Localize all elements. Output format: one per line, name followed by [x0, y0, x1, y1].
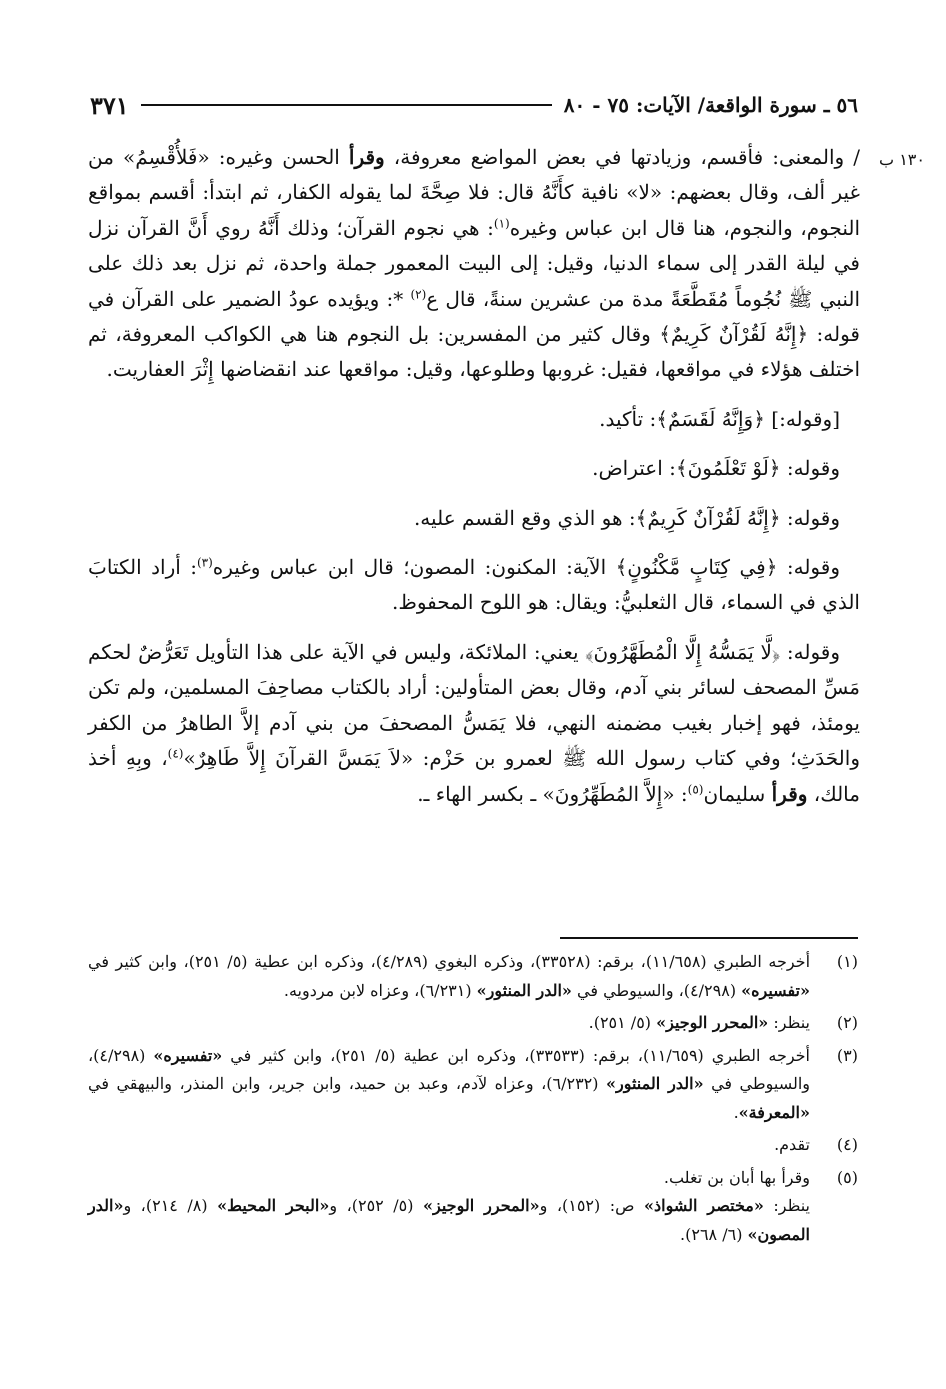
footnote-ref-4: (٤) — [167, 746, 184, 761]
paragraph-5: وقوله: ﴿فِي كِتَابٍ مَّكْنُونٍ﴾ الآية: المكنون: المصون؛ قال ابن عباس وغيره$^{(٣)}$: أراد الكتابَ الذي في السماء، قال الثعلبيُّ: ويقال: هو اللوح المحفوظ. — [88, 555, 860, 615]
manuscript-folio-ref: ١٣٠ ب — [879, 150, 925, 169]
paragraph-4: وقوله: ﴿إِنَّهُ لَقُرْآنٌ كَرِيمٌ﴾: هو الذي وقع القسم عليه. — [413, 505, 840, 530]
footnote-5: (٥) وقرأ بها أبان بن تغلب. — [88, 1164, 858, 1193]
paragraph-3: وقوله: ﴿لَوْ تَعْلَمُونَ﴾: اعتراض. — [592, 456, 840, 481]
page-number: ٣٧١ — [90, 90, 129, 120]
footnotes — [88, 948, 858, 1249]
footnote-number: (١) — [836, 952, 858, 971]
running-header — [90, 88, 858, 122]
footnote-number: (٢) — [836, 1013, 858, 1032]
paragraph-1: / والمعنى: فأقسم، وزيادتها في بعض المواضع معروفة، وقرأ الحسن وغيره: «فَلأُقْسِمُ» من غير ألف، وقال بعضهم: «لا» نافية كأَنَّهُ قال: فلا صِحَّةَ لما يقوله الكفار، ثم ابتدأ: أقسم بمواقع النجوم، والنجوم، هنا قال ابن عباس وغيره$^{(١)}$: هي نجوم القرآن؛ وذلك أَنَّهُ روي أَنَّ القرآن نزل في ليلة القدر إلى سماء الدنيا، وقيل: إلى البيت المعمور جملة واحدة، ثم نزل بعد ذلك على النبي ﷺ نُجُوماً مُقَطَّعَةً مدة من عشرين سنةً، قال ع$^{(٢)}$ *: ويؤيده عودُ الضمير على القرآن في قوله: ﴿إِنَّهُ لَقُرْآنٌ كَرِيمٌ﴾ وقال كثير من المفسرين: بل النجوم هنا هي الكواكب المعروفة، ثم اختلف هؤلاء في مواقعها، فقيل: غروبها وطلوعها، وقيل: مواقعها عند انقضاضها إِثْرَ العفاريت. — [88, 145, 861, 382]
footnote-5-continuation: ينظر: «مختصر الشواذ» ص: (١٥٢)، و«المحرر الوجيز» (٥/ ٢٥٢)، و«البحر المحيط» (٨/ ٢١٤)، و«الدر المصون» (٦/ ٢٦٨). — [88, 1196, 811, 1244]
paragraph-2: [وقوله:] ﴿وَإِنَّهُ لَقَسَمٌ﴾: تأكيد. — [599, 406, 840, 431]
footnote-number: (٣) — [836, 1045, 858, 1065]
header-rule — [141, 104, 552, 106]
footnote-4: (٤) تقدم. — [88, 1131, 858, 1160]
footnote-ref-5: (٥) — [687, 781, 704, 796]
footnote-ref-1: (١) — [493, 216, 510, 231]
footnote-ref-2: (٢) — [410, 286, 427, 301]
footnote-2: (٢) ينظر: «المحرر الوجيز» (٥/ ٢٥١). — [88, 1009, 858, 1038]
footnote-3: (٣) أخرجه الطبري (١١/٦٥٩)، برقم: (٣٣٥٣٣)، وذكره ابن عطية (٥/ ٢٥١)، وابن كثير في «تفسيره» (٤/٢٩٨)، والسيوطي في «الدر المنثور» (٦/٢٣٢)، وعزاه لآدم، وعبد بن حميد، وابن جرير، وابن المنذر، والبيهقي في «المعرفة». — [88, 1042, 858, 1128]
footnote-number: (٥) — [836, 1167, 858, 1187]
paragraph-6: وقوله: ﴿لَّا يَمَسُّهُ إِلَّا الْمُطَهَّرُونَ﴾ يعني: الملائكة، وليس في الآية على هذا التأويل تَعَرُّضٌ لحكم مَسِّ المصحف لسائر بني آدم، وقال بعض المتأولين: أراد بالكتاب مصاحِفَ المسلمين، ولم تكن يومئذ، فهو إخبار بغيب مضمنه النهي، فلا يَمَسُّ المصحفَ من بني آدم إلاَّ الطاهرُ من الكفر والحَدَثِ؛ وفي كتاب رسول الله ﷺ لعمرو بن حَزْم: «لاَ يَمَسَّ القرآنَ إِلاَّ طَاهِرٌ»$^{(٤)}$، وبِهِ أخذ مالك، وقرأ سليمان$^{(٥)}$: «إِلاَّ المُطَهِّرُونَ» ـ بكسر الهاء ـ. — [88, 639, 860, 806]
footnote-1: (١) أخرجه الطبري (١١/٦٥٨)، برقم: (٣٣٥٢٨)، وذكره البغوي (٤/٢٨٩)، وذكره ابن عطية (٥/ ٢٥١)، وابن كثير في «تفسيره» (٤/٢٩٨)، والسيوطي في «الدر المنثور» (٦/٢٣١)، وعزاه لابن مردويه. — [88, 948, 858, 1005]
main-text — [88, 140, 860, 812]
footnote-separator — [560, 937, 858, 939]
footnote-number: (٤) — [836, 1135, 858, 1154]
footnote-ref-3: (٣) — [196, 555, 213, 570]
running-title: ٥٦ ـ سورة الواقعة/ الآيات: ٧٥ - ٨٠ — [563, 93, 858, 117]
